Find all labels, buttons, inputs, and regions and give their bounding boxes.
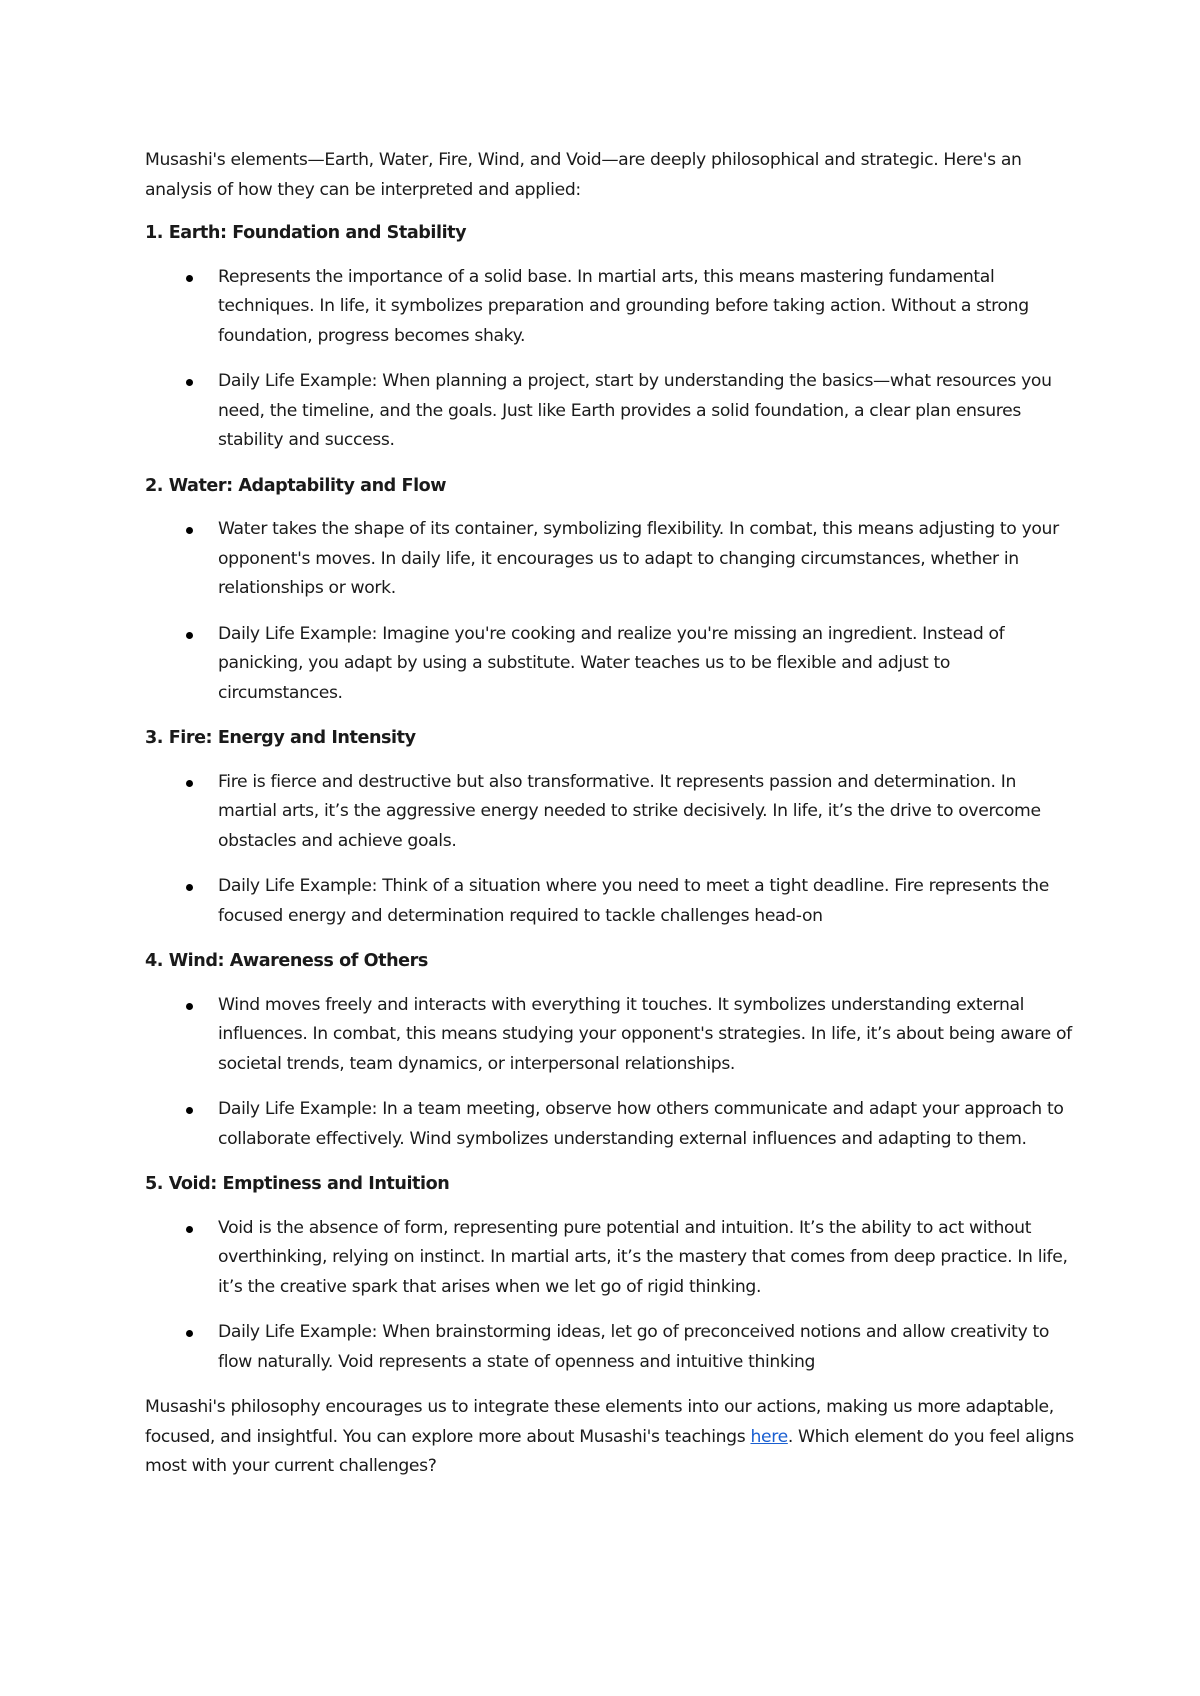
section-heading: 5. Void: Emptiness and Intuition [145, 1174, 450, 1194]
here-link[interactable]: here [750, 1426, 788, 1447]
list-item-text: Represents the importance of a solid base. In martial arts, this means mastering fundamental techniques. In life, it symbolizes preparation and grounding before taking action. Without a strong foundation, progress becomes shaky. [218, 266, 1029, 346]
section-fire [145, 724, 1075, 931]
list-item [145, 991, 1075, 1080]
document-body [145, 146, 1075, 1496]
list-item [145, 768, 1075, 857]
list-item-text: Daily Life Example: When brainstorming ideas, let go of preconceived notions and allow creativity to flow naturally. Void represents a state of openness and intuitive thinking [218, 1322, 1050, 1372]
bullet-icon [186, 1226, 193, 1233]
bullet-icon [186, 632, 193, 639]
intro-paragraph: Musashi's elements—Earth, Water, Fire, Wind, and Void—are deeply philosophical and strategic. Here's an analysis of how they can be interpreted and applied: [145, 150, 1022, 200]
list-item [145, 515, 1075, 604]
list-item-text: Void is the absence of form, representing pure potential and intuition. It’s the ability to act without overthinking, relying on instinct. In martial arts, it’s the mastery that comes from deep practice. In life, it’s the creative spark that arises when we let go of rigid thinking. [218, 1217, 1068, 1297]
list-item-text: Daily Life Example: In a team meeting, observe how others communicate and adapt your approach to collaborate effectively. Wind symbolizes understanding external influences and adapting to them. [218, 1099, 1064, 1149]
list-item-text: Daily Life Example: When planning a project, start by understanding the basics—what resources you need, the timeline, and the goals. Just like Earth provides a solid foundation, a clear plan ensures stability and success. [218, 371, 1052, 450]
section-heading: 2. Water: Adaptability and Flow [145, 475, 447, 496]
section-heading: 3. Fire: Energy and Intensity [145, 728, 416, 748]
list-item [145, 1318, 1075, 1377]
bullet-list [145, 991, 1075, 1155]
list-item [145, 872, 1075, 931]
list-item-text: Fire is fierce and destructive but also transformative. It represents passion and determination. In martial arts, it’s the aggressive energy needed to strike decisively. In life, it’s the drive to overcome obstacles and achieve goals. [218, 771, 1041, 851]
outro-text-after: . Which element do you feel aligns most with your current challenges? [145, 1426, 1074, 1476]
bullet-icon [186, 275, 193, 282]
outro-paragraph [145, 1393, 1075, 1482]
list-item [145, 263, 1075, 352]
list-item [145, 1214, 1075, 1303]
bullet-icon [186, 884, 193, 891]
bullet-list [145, 768, 1075, 932]
list-item-text: Daily Life Example: Imagine you're cooking and realize you're missing an ingredient. Instead of panicking, you adapt by using a substitute. Water teaches us to be flexible and adjust to circumstances. [218, 623, 1005, 703]
section-water [145, 472, 1075, 709]
bullet-icon [186, 1330, 193, 1337]
list-item-text: Water takes the shape of its container, symbolizing flexibility. In combat, this means adjusting to your opponent's moves. In daily life, it encourages us to adapt to changing circumstances, whether in relationships or work. [218, 519, 1059, 598]
outro-text-before: Musashi's philosophy encourages us to integrate these elements into our actions, making us more adaptable, focused, and insightful. You can explore more about Musashi's teachings [145, 1397, 1054, 1447]
section-heading: 4. Wind: Awareness of Others [145, 951, 428, 971]
bullet-list [145, 263, 1075, 456]
bullet-icon [186, 1107, 193, 1114]
bullet-icon [186, 780, 193, 787]
section-void [145, 1170, 1075, 1377]
section-wind [145, 947, 1075, 1154]
list-item [145, 620, 1075, 709]
bullet-icon [186, 527, 193, 534]
bullet-icon [186, 1003, 193, 1010]
list-item [145, 1095, 1075, 1154]
bullet-list [145, 515, 1075, 708]
bullet-icon [186, 379, 193, 386]
bullet-list [145, 1214, 1075, 1378]
list-item-text: Daily Life Example: Think of a situation where you need to meet a tight deadline. Fire represents the focused energy and determination required to tackle challenges head-on [218, 876, 1049, 926]
list-item-text: Wind moves freely and interacts with everything it touches. It symbolizes understanding external influences. In combat, this means studying your opponent's strategies. In life, it’s about being aware of societal trends, team dynamics, or interpersonal relationships. [218, 994, 1072, 1074]
section-heading: 1. Earth: Foundation and Stability [145, 223, 467, 243]
list-item [145, 367, 1075, 456]
section-earth [145, 219, 1075, 456]
